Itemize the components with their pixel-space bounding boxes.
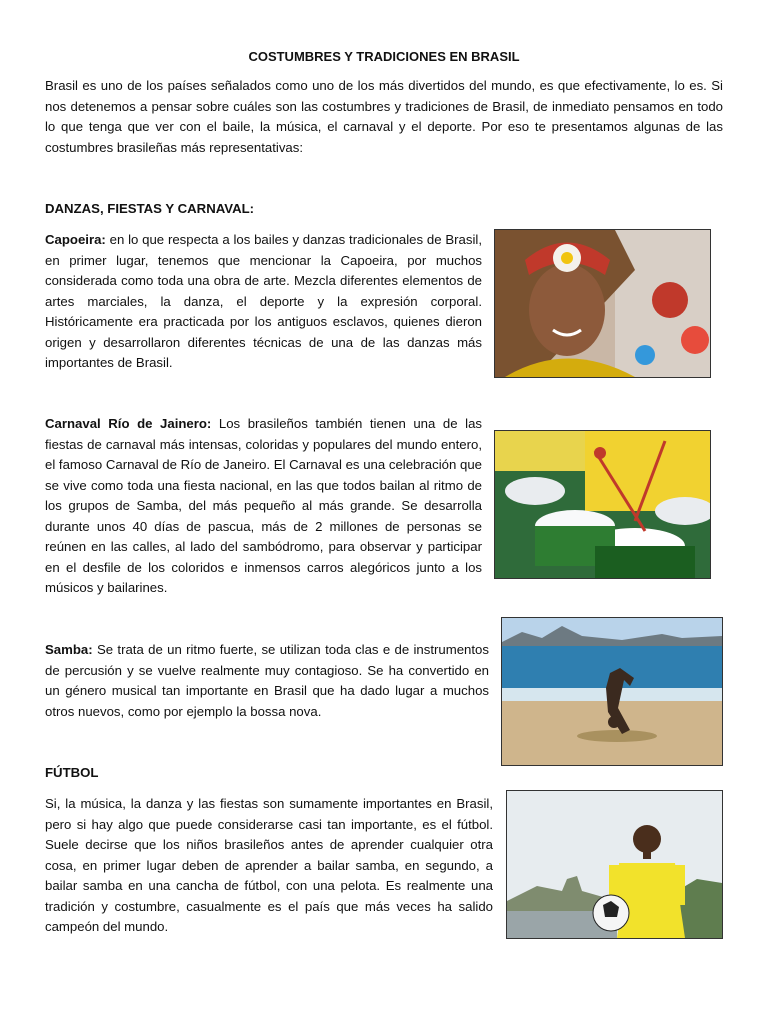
carnival-drummers-photo: [494, 430, 711, 579]
page-title: COSTUMBRES Y TRADICIONES EN BRASIL: [248, 49, 520, 64]
capoeira-term: Capoeira:: [45, 232, 106, 247]
samba-text: Se trata de un ritmo fuerte, se utilizan toda clas e de instrumentos de percusión y se vuelve realmente muy contagioso. Se ha convertido en un género musical tan importante en Brasil que ha dado lugar a muchos otros nuevos, como por ejemplo la bossa nova.: [45, 642, 489, 719]
section-heading-dances: DANZAS, FIESTAS Y CARNAVAL:: [45, 201, 255, 216]
carnaval-paragraph: [45, 414, 482, 599]
capoeira-paragraph: [45, 230, 482, 374]
beach-capoeira-photo: [501, 617, 723, 766]
football-boy-photo: [506, 790, 723, 939]
carnival-dancer-photo: [494, 229, 711, 378]
intro-paragraph: Brasil es uno de los países señalados como uno de los más divertidos del mundo, es que efectivamente, lo es. Si nos detenemos a pensar sobre cuáles son las costumbres y tradiciones de Brasil, de inmediato pensamos en todo lo que tenga que ver con el baile, la música, el carnaval y el deporte. Por eso te presentamos algunas de las costumbres brasileñas más representativas:: [45, 78, 723, 155]
samba-paragraph: [45, 640, 489, 722]
carnaval-term: Carnaval Río de Jainero:: [45, 416, 212, 431]
carnaval-text: Los brasileños también tienen una de las fiestas de carnaval más intensas, coloridas y populares del mundo entero, el famoso Carnaval de Río de Janeiro. El Carnaval es una celebración que se vive como toda una fiesta nacional, en las que todos bailan al ritmo de los grupos de Samba, del más pequeño al más grande. Se desarrolla durante unos 40 días de pascua, más de 2 millones de personas se reúnen en las calles, al lado del sambódromo, para observar y participar en el desfile de los coloridos e inmensos carros alegóricos junto a los músicos y bailarines.: [45, 416, 482, 595]
section-heading-football: FÚTBOL: [45, 765, 99, 780]
samba-term: Samba:: [45, 642, 93, 657]
futbol-paragraph: Si, la música, la danza y las fiestas son sumamente importantes en Brasil, pero si hay algo que puede considerarse casi tan importante, es el fútbol. Suele decirse que los niños brasileños antes de aprender cualquier otra cosa, en primer lugar deben de aprender a bailar samba, en segundo, a bailar samba en una cancha de fútbol, con una pelota. Es realmente una tradición y costumbre, casualmente es el país que más veces ha salido campeón del mundo.: [45, 796, 493, 934]
capoeira-text: en lo que respecta a los bailes y danzas tradicionales de Brasil, en primer lugar, tenemos que mencionar la Capoeira, por muchos considerada como toda una obra de arte. Mezcla diferentes elementos de artes marciales, la danza, el deporte y la expresión corporal. Históricamente era practicada por los antiguos esclavos, quienes dieron origen y desarrollaron diferentes técnicas de una de las danzas más importantes de Brasil.: [45, 232, 482, 370]
